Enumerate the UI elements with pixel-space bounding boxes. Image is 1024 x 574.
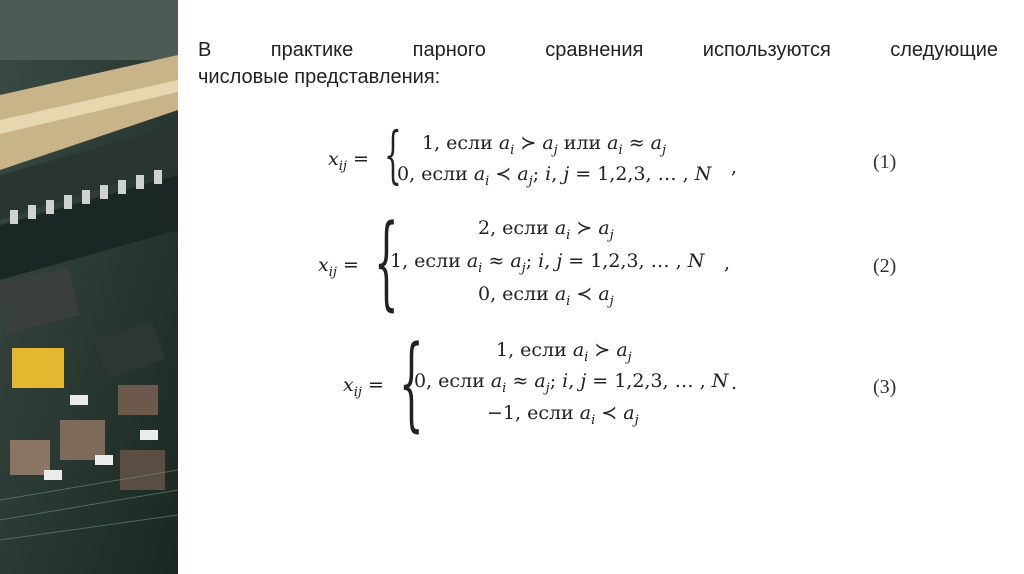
equation-3-case-2: 0, если $a_i \approx a_j$; i, j = 1,2,3, … , N	[414, 370, 729, 396]
intro-line-2: числовые представления:	[198, 66, 441, 88]
equation-3-case-1: 1, если $a_i$ ≻ $a_j$	[496, 339, 632, 365]
equation-2-punct: ,	[724, 252, 731, 274]
equation-3-case-3: −1, если $a_i$ ≺ $a_j$	[487, 402, 639, 428]
equation-3-lhs: $x_{ij}$ =	[343, 374, 384, 400]
equation-1-case-2: 0, если $a_i$ ≺ $a_j$; i, j = 1,2,3, … , N	[397, 163, 712, 189]
intro-line-1: В практике парного сравнения используются следующие	[198, 39, 998, 61]
equation-1-brace: {	[384, 118, 402, 191]
equation-2-lhs: $x_{ij}$ =	[318, 254, 359, 280]
equation-1-punct: ,	[731, 156, 738, 178]
equation-2-case-3: 0, если $a_i$ ≺ $a_j$	[478, 283, 614, 309]
intro-paragraph	[198, 37, 998, 91]
equation-3-punct: .	[731, 372, 738, 394]
circuit-board-photo	[0, 0, 178, 574]
equation-2-case-2: 1, если $a_i \approx a_j$; i, j = 1,2,3, … , N	[390, 250, 705, 276]
equation-1-number: (1)	[873, 151, 897, 173]
equation-2-case-1: 2, если $a_i$ ≻ $a_j$	[478, 217, 614, 243]
equation-1-lhs: $x_{ij}$ =	[328, 148, 369, 174]
equation-1-case-1: 1, если $a_i$ ≻ $a_j$ или $a_i \approx a_j$	[422, 132, 667, 158]
equation-3-number: (3)	[873, 376, 897, 398]
equation-3-brace: {	[399, 324, 424, 443]
equation-2-number: (2)	[873, 255, 897, 277]
equation-2-brace: {	[374, 203, 399, 322]
